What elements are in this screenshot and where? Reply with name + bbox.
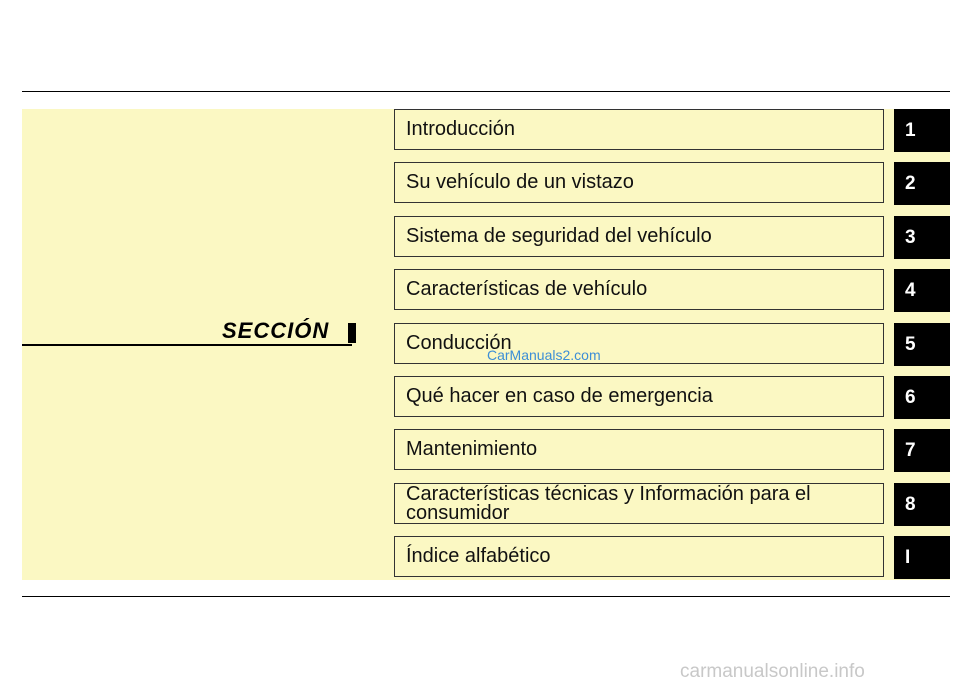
chapter-number-tab[interactable]: 2 — [894, 162, 950, 205]
chapter-title[interactable]: Índice alfabético — [394, 536, 884, 577]
chapter-title[interactable]: Qué hacer en caso de emergencia — [394, 376, 884, 417]
chapter-row-3[interactable] — [394, 216, 950, 259]
chapter-row-4[interactable] — [394, 269, 950, 312]
bottom-rule — [22, 596, 950, 597]
chapter-number-tab[interactable]: 3 — [894, 216, 950, 259]
chapter-number-tab[interactable]: 8 — [894, 483, 950, 526]
chapter-number-tab[interactable]: 7 — [894, 429, 950, 472]
chapter-row-6[interactable] — [394, 376, 950, 419]
section-marker — [348, 323, 356, 343]
overlay-watermark: CarManuals2.com — [487, 347, 601, 363]
chapter-row-5[interactable] — [394, 323, 950, 366]
chapter-title[interactable]: Su vehículo de un vistazo — [394, 162, 884, 203]
chapter-title[interactable]: Características de vehículo — [394, 269, 884, 310]
section-label: SECCIÓN — [222, 318, 330, 343]
chapter-title[interactable]: Características técnicas y Información para el consumidor — [394, 483, 884, 524]
chapter-number-tab[interactable]: 4 — [894, 269, 950, 312]
chapter-row-7[interactable] — [394, 429, 950, 472]
chapter-number-tab[interactable]: 1 — [894, 109, 950, 152]
chapter-number-tab[interactable]: 6 — [894, 376, 950, 419]
chapter-number-tab[interactable]: 5 — [894, 323, 950, 366]
footer-watermark: carmanualsonline.info — [680, 661, 865, 682]
chapter-title[interactable]: Mantenimiento — [394, 429, 884, 470]
chapter-number-tab[interactable]: I — [894, 536, 950, 579]
top-rule — [22, 91, 950, 92]
section-underline — [22, 344, 352, 346]
chapter-row-index[interactable] — [394, 536, 950, 579]
chapter-row-1[interactable] — [394, 109, 950, 152]
chapter-title[interactable]: Introducción — [394, 109, 884, 150]
chapter-title[interactable]: Sistema de seguridad del vehículo — [394, 216, 884, 257]
chapter-row-2[interactable] — [394, 162, 950, 205]
chapter-title[interactable]: Conducción — [394, 323, 884, 364]
chapter-row-8[interactable] — [394, 483, 950, 526]
